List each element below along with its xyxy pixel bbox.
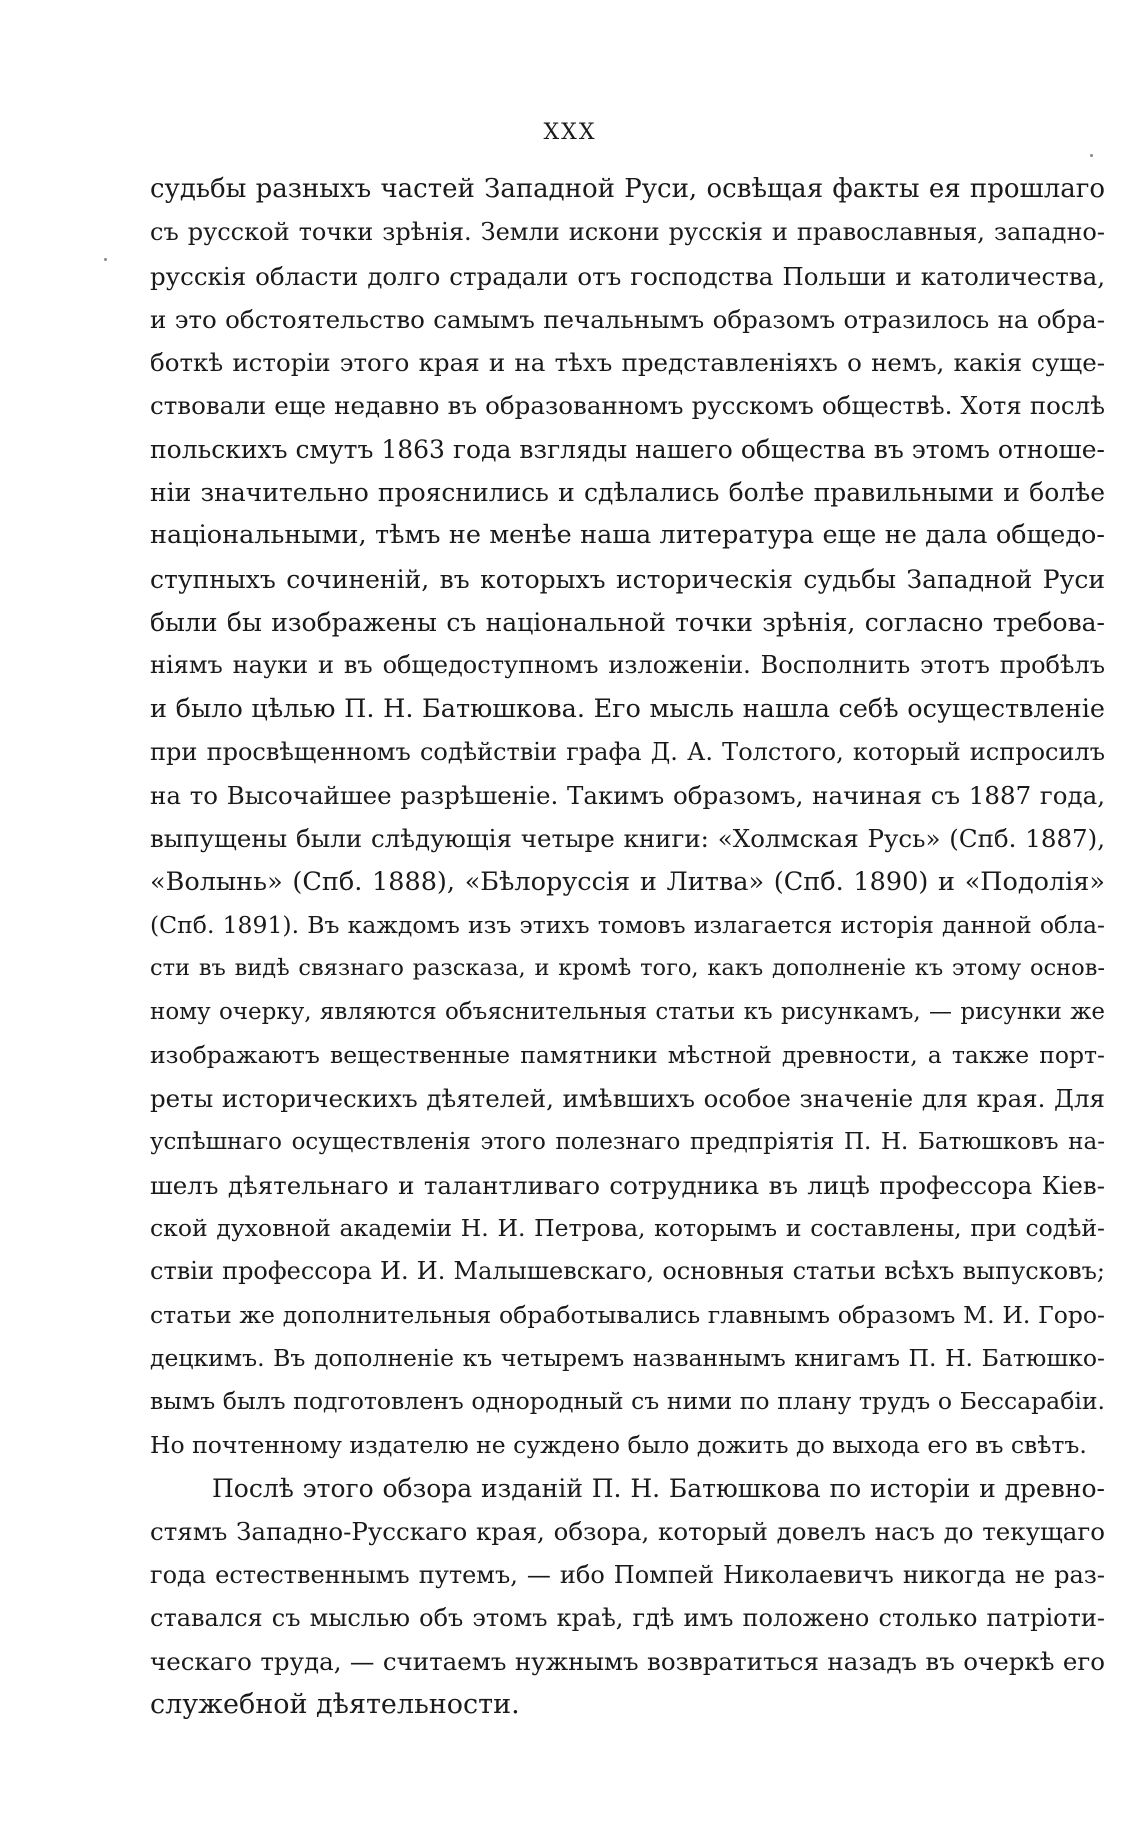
text-line: были бы изображены съ національной точки зрѣнія, согласно требова- <box>150 607 1105 637</box>
paper-speck <box>1090 154 1093 157</box>
text-line: шелъ дѣятельнаго и талантливаго сотрудника въ лицѣ профессора Кіев- <box>150 1170 1105 1200</box>
text-line: боткѣ исторіи этого края и на тѣхъ представленіяхъ о немъ, какія суще- <box>150 348 1105 378</box>
text-line: съ русской точки зрѣнія. Земли искони русскія и православныя, западно- <box>150 218 1105 247</box>
text-line: и это обстоятельство самымъ печальнымъ образомъ отразилось на обра- <box>150 304 1105 334</box>
text-line: сти въ видѣ связнаго разсказа, и кромѣ того, какъ дополненіе къ этому основ- <box>150 955 1105 982</box>
text-line: ческаго труда, — считаемъ нужнымъ возвратиться назадъ въ очеркѣ его <box>150 1647 1105 1677</box>
paragraph <box>150 168 1105 1467</box>
text-line: выпущены были слѣдующія четыре книги: «Холмская Русь» (Спб. 1887), <box>150 824 1105 854</box>
page-number: XXX <box>543 120 597 145</box>
paragraph <box>150 1467 1105 1727</box>
text-line: вымъ былъ подготовленъ однородный съ ними по плану трудъ о Бессарабіи. <box>150 1387 1105 1416</box>
text-line: ніи значительно прояснились и сдѣлались болѣе правильными и болѣе <box>150 478 1105 508</box>
text-line: ніямъ науки и въ общедоступномъ изложеніи. Восполнить этотъ пробѣлъ <box>150 651 1105 680</box>
text-line: ступныхъ сочиненій, въ которыхъ историческія судьбы Западной Руси <box>150 564 1105 594</box>
text-line: національными, тѣмъ не менѣе наша литература еще не дала общедо- <box>150 520 1105 551</box>
text-line: года естественнымъ путемъ, — ибо Помпей Николаевичъ никогда не раз- <box>150 1560 1105 1589</box>
text-line: ской духовной академіи Н. И. Петрова, которымъ и составлены, при содѣй- <box>150 1214 1105 1243</box>
text-line: польскихъ смутъ 1863 года взгляды нашего общества въ этомъ отноше- <box>150 434 1105 464</box>
text-line: успѣшнаго осуществленія этого полезнаго предпріятія П. Н. Батюшковъ на- <box>150 1128 1105 1155</box>
paper-speck <box>104 258 107 261</box>
text-line: «Волынь» (Спб. 1888), «Бѣлоруссія и Литва» (Спб. 1890) и «Подолія» <box>150 866 1105 897</box>
text-line: статьи же дополнительныя обработывались главнымъ образомъ М. И. Горо- <box>150 1300 1105 1329</box>
text-line: судьбы разныхъ частей Западной Руси, освѣщая факты ея прошлаго <box>150 174 1105 204</box>
text-line: на то Высочайшее разрѣшеніе. Такимъ образомъ, начиная съ 1887 года, <box>150 781 1105 811</box>
text-line: Послѣ этого обзора изданій П. Н. Батюшкова по исторіи и древно- <box>212 1473 1105 1503</box>
text-line: служебной дѣятельности. <box>150 1689 520 1721</box>
text-line: изображаютъ вещественные памятники мѣстной древности, а также порт- <box>150 1040 1105 1069</box>
text-line: Но почтенному издателю не суждено было дожить до выхода его въ свѣтъ. <box>150 1430 1087 1459</box>
body-text <box>150 168 1105 1727</box>
text-line: стямъ Западно-Русскаго края, обзора, который довелъ насъ до текущаго <box>150 1517 1105 1547</box>
text-line: реты историческихъ дѣятелей, имѣвшихъ особое значеніе для края. Для <box>150 1084 1105 1114</box>
text-line: (Спб. 1891). Въ каждомъ изъ этихъ томовъ излагается исторія данной обла- <box>150 911 1105 940</box>
text-line: и было цѣлью П. Н. Батюшкова. Его мысль нашла себѣ осуществленіе <box>150 693 1105 724</box>
text-line: ному очерку, являются объяснительныя статьи къ рисункамъ, — рисунки же <box>150 998 1105 1025</box>
text-line: русскія области долго страдали отъ господства Польши и католичества, <box>150 261 1105 291</box>
text-line: децкимъ. Въ дополненіе къ четыремъ названнымъ книгамъ П. Н. Батюшко- <box>150 1344 1105 1373</box>
text-line: ствіи профессора И. И. Малышевскаго, основныя статьи всѣхъ выпусковъ; <box>150 1257 1105 1286</box>
text-line: ствовали еще недавно въ образованномъ русскомъ обществѣ. Хотя послѣ <box>150 391 1105 421</box>
text-line: при просвѣщенномъ содѣйствіи графа Д. А. Толстого, который испросилъ <box>150 737 1105 766</box>
text-line: ставался съ мыслью объ этомъ краѣ, гдѣ имъ положено столько патріоти- <box>150 1603 1105 1632</box>
